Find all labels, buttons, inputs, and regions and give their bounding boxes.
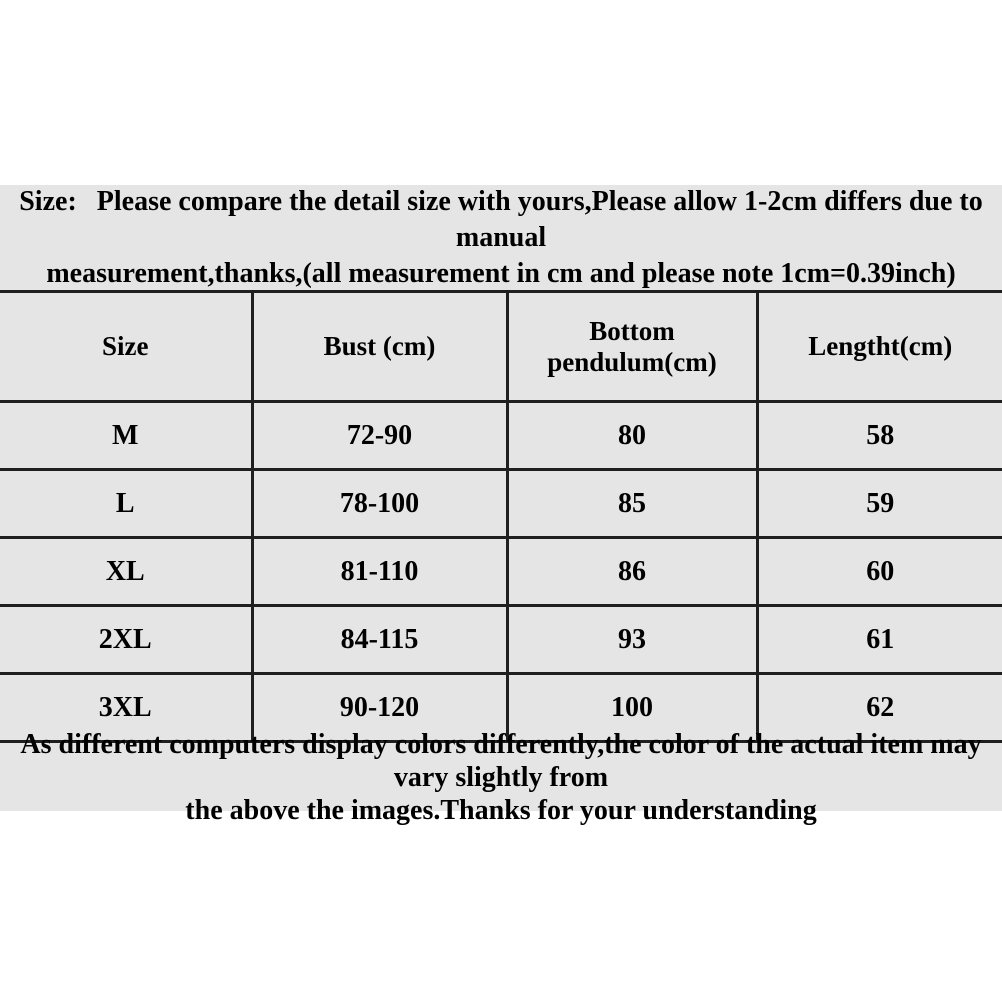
column-header-bust: Bust (cm) [252,292,507,402]
cell-length: 61 [757,606,1002,674]
column-header-length: Lengtht(cm) [757,292,1002,402]
cell-bottom-pendulum: 85 [507,470,757,538]
cell-length: 60 [757,538,1002,606]
cell-length: 62 [757,674,1002,742]
cell-size: M [0,402,252,470]
cell-size: XL [0,538,252,606]
cell-bust: 84-115 [252,606,507,674]
cell-bottom-pendulum: 86 [507,538,757,606]
cell-bottom-pendulum: 80 [507,402,757,470]
size-table [0,290,1002,743]
cell-size: L [0,470,252,538]
cell-bottom-pendulum: 100 [507,674,757,742]
cell-bottom-pendulum: 93 [507,606,757,674]
cell-bust: 90-120 [252,674,507,742]
size-note-text-1: Please compare the detail size with yours,Please allow 1-2cm differs due to manual [96,185,983,253]
size-note [0,185,1002,290]
table-row-xl [0,538,1002,606]
cell-length: 58 [757,402,1002,470]
color-disclaimer-note [0,728,1002,826]
column-header-bottom-pendulum: Bottom pendulum(cm) [507,292,757,402]
cell-length: 59 [757,470,1002,538]
cell-bust: 72-90 [252,402,507,470]
table-row-l [0,470,1002,538]
table-row-2xl [0,606,1002,674]
table-row-m [0,402,1002,470]
size-table-header-row [0,292,1002,402]
size-note-line-2: measurement,thanks,(all measurement in cm and please note 1cm=0.39inch) [46,257,956,289]
size-note-label: Size: [19,185,77,217]
size-chart-panel [0,185,1002,826]
cell-bust: 81-110 [252,538,507,606]
column-header-size: Size [0,292,252,402]
cell-size: 3XL [0,674,252,742]
color-disclaimer-line-2: the above the images.Thanks for your understanding [185,794,817,826]
size-note-line-1 [0,184,1002,256]
color-disclaimer-line-1: As different computers display colors differently,the color of the actual item may vary slightly from [20,728,982,793]
cell-size: 2XL [0,606,252,674]
cell-bust: 78-100 [252,470,507,538]
